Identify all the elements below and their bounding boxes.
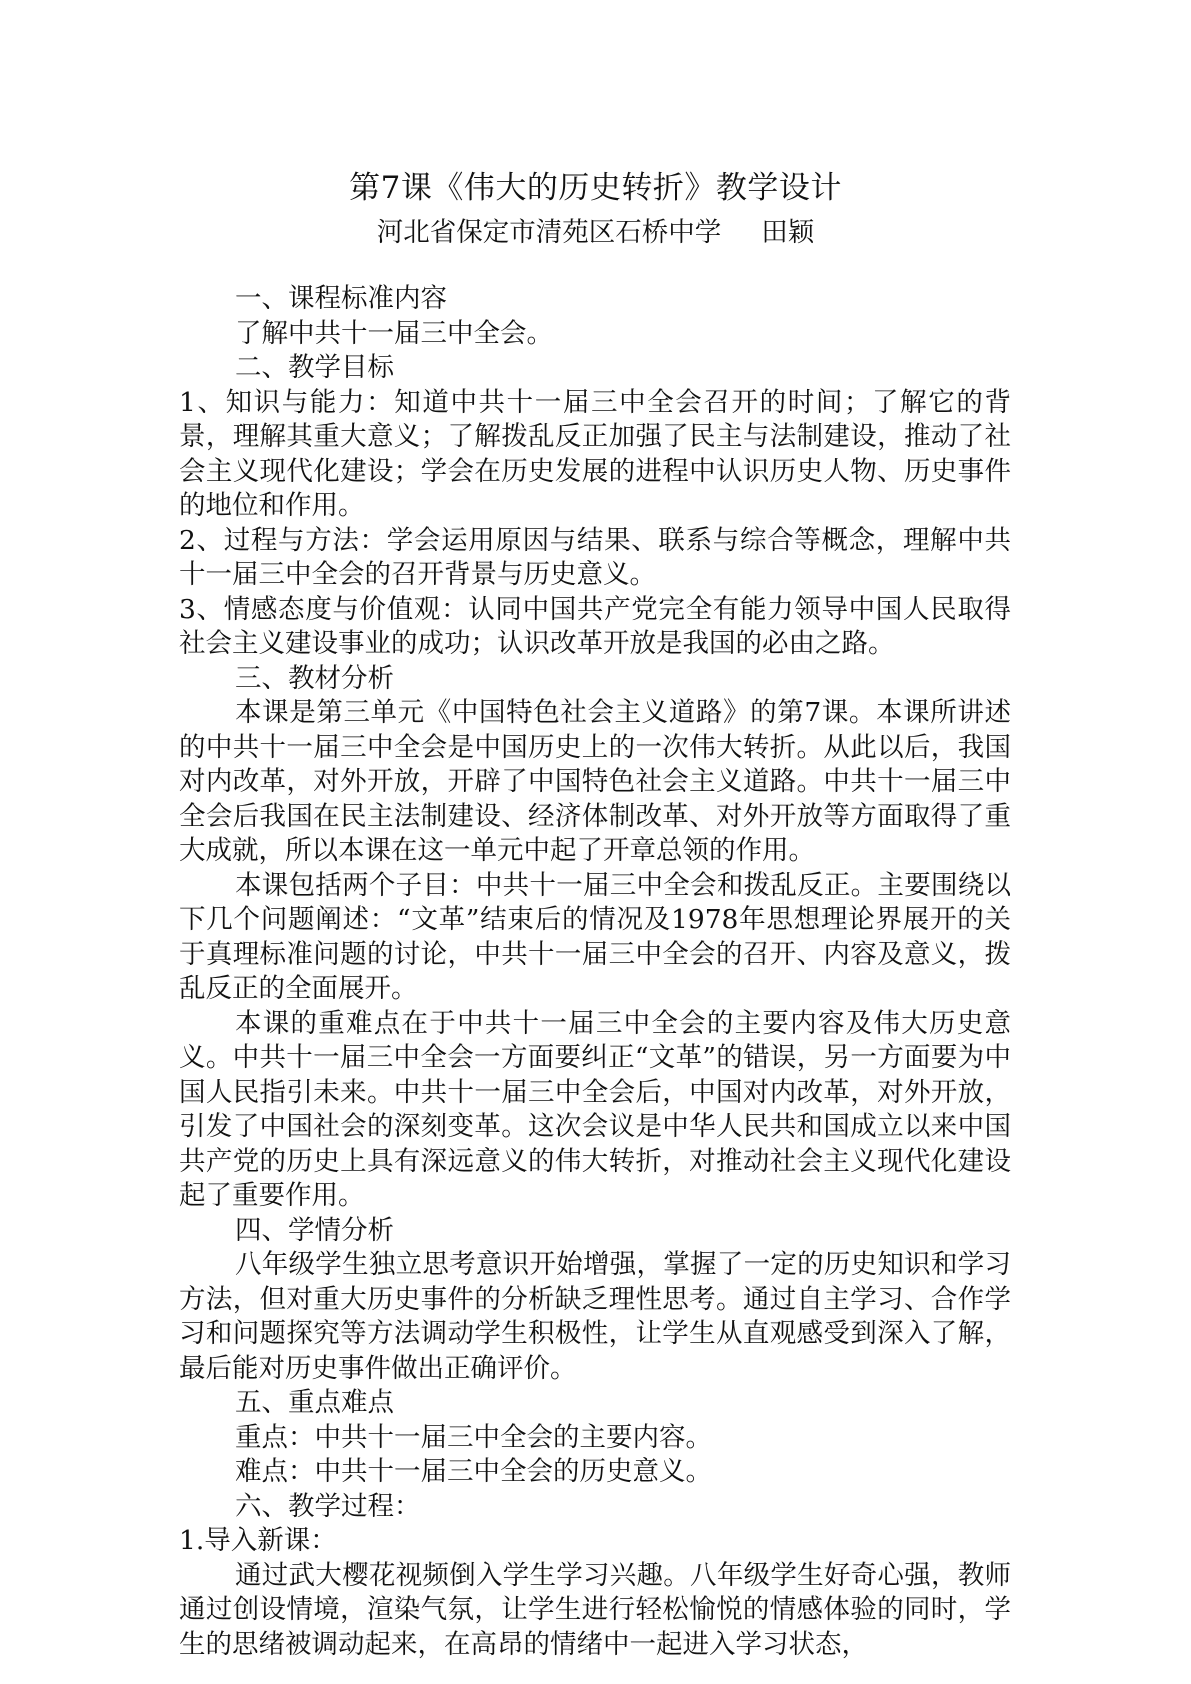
section-heading-key-points: 五、重点难点	[235, 1387, 394, 1418]
goal-knowledge-ability: 1、知识与能力：知道中共十一届三中全会召开的时间；了解它的背景，理解其重大意义；了解拨乱反正加强了民主与法制建设，推动了社会主义现代化建设；学会在历史发展的进程中认识历史人物、历史事件的地位和作用。	[179, 386, 1011, 521]
document-body	[179, 282, 1011, 1662]
difficult-point: 难点：中共十一届三中全会的历史意义。	[235, 1456, 712, 1487]
goal-process-method: 2、过程与方法：学会运用原因与结果、联系与综合等概念，理解中共十一届三中全会的召开背景与历史意义。	[179, 524, 1011, 590]
author-school: 河北省保定市清苑区石桥中学	[376, 217, 722, 248]
section-heading-curriculum-standard: 一、课程标准内容	[235, 283, 447, 314]
section-heading-teaching-process: 六、教学过程：	[235, 1490, 421, 1522]
section-heading-teaching-goals: 二、教学目标	[235, 352, 394, 383]
paragraph-textbook-analysis-2: 本课包括两个子目：中共十一届三中全会和拨乱反正。主要围绕以下几个问题阐述：“文革”结束后的情况及1978年思想理论界展开的关于真理标准问题的讨论，中共十一届三中全会的召开、内容及意义，拨乱反正的全面展开。	[179, 869, 1011, 1004]
author-name: 田颖	[761, 217, 815, 248]
paragraph-textbook-analysis-3: 本课的重难点在于中共十一届三中全会的主要内容及伟大历史意义。中共十一届三中全会一方面要纠正“文革”的错误，另一方面要为中国人民指引未来。中共十一届三中全会后，中国对内改革，对外开放，引发了中国社会的深刻变革。这次会议是中华人民共和国成立以来中国共产党的历史上具有深远意义的伟大转折，对推动社会主义现代化建设起了重要作用。	[179, 1007, 1011, 1211]
paragraph-student-analysis: 八年级学生独立思考意识开始增强，掌握了一定的历史知识和学习方法，但对重大历史事件的分析缺乏理性思考。通过自主学习、合作学习和问题探究等方法调动学生积极性，让学生从直观感受到深入了解，最后能对历史事件做出正确评价。	[179, 1249, 1011, 1384]
paragraph-introduction: 通过武大樱花视频倒入学生学习兴趣。八年级学生好奇心强，教师通过创设情境，渲染气氛，让学生进行轻松愉悦的情感体验的同时，学生的思绪被调动起来，在高昂的情绪中一起进入学习状态，	[179, 1559, 1011, 1660]
document-title: 第7课《伟大的历史转折》教学设计	[349, 170, 842, 206]
subheading-introduction: 1.导入新课：	[179, 1525, 337, 1556]
section-heading-textbook-analysis: 三、教材分析	[235, 662, 394, 694]
key-point: 重点：中共十一届三中全会的主要内容。	[235, 1421, 712, 1453]
author-line	[0, 215, 1191, 251]
goal-emotion-values: 3、情感态度与价值观：认同中国共产党完全有能力领导中国人民取得社会主义建设事业的成功；认识改革开放是我国的必由之路。	[179, 593, 1011, 659]
section-heading-student-analysis: 四、学情分析	[235, 1214, 394, 1246]
paragraph-textbook-analysis-1: 本课是第三单元《中国特色社会主义道路》的第7课。本课所讲述的中共十一届三中全会是中国历史上的一次伟大转折。从此以后，我国对内改革，对外开放，开辟了中国特色社会主义道路。中共十一届三中全会后我国在民主法制建设、经济体制改革、对外开放等方面取得了重大成就，所以本课在这一单元中起了开章总领的作用。	[179, 697, 1011, 866]
paragraph-curriculum-standard: 了解中共十一届三中全会。	[235, 317, 553, 349]
